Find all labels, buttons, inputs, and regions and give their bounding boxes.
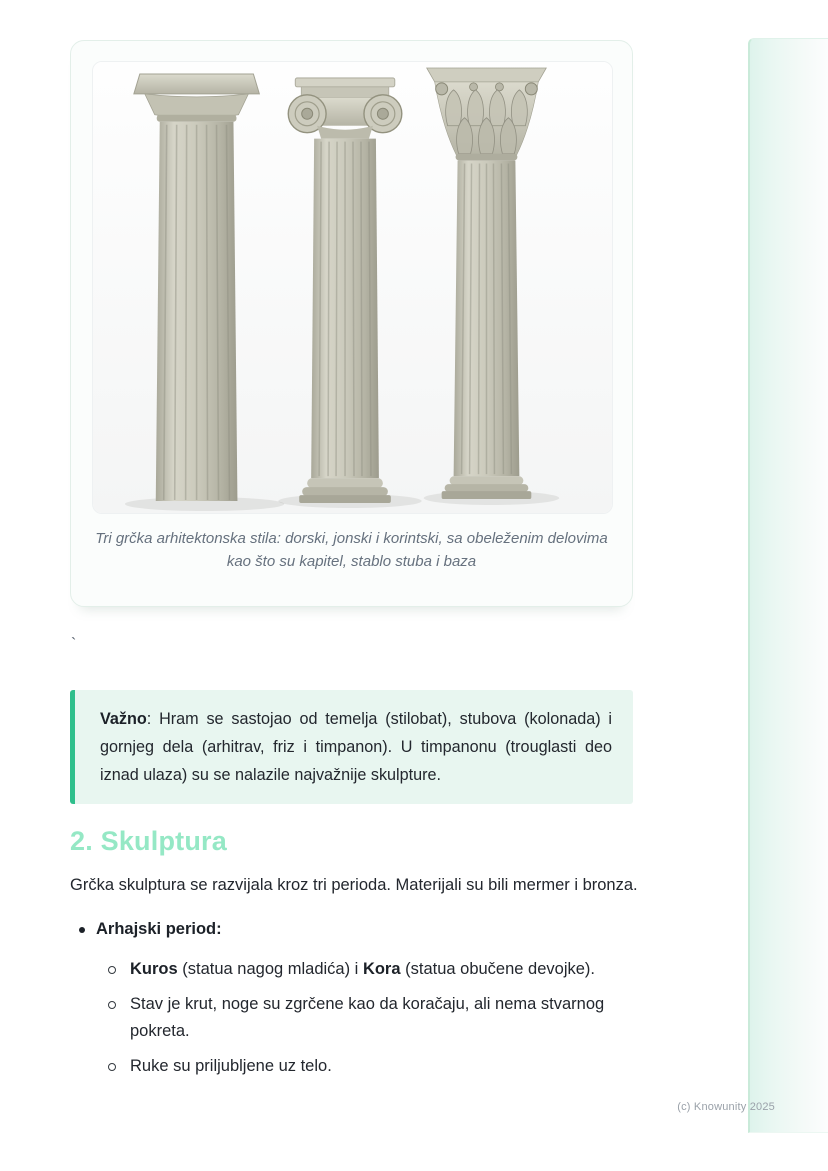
callout-label: Važno [100,710,147,728]
section-intro-paragraph: Grčka skulptura se razvijala kroz tri perioda. Materijali su bili mermer i bronza. [70,876,638,894]
bullet-list [70,916,670,1088]
kora-term: Kora [362,960,401,978]
list-item-label: Arhajski period: [96,920,222,938]
sub-item-text-run: (statua obučene devojke). [400,960,595,978]
kuros-term: Kuros [130,960,178,978]
sub-list-item [70,1053,670,1080]
sub-list-item [70,991,670,1045]
figure-card [70,40,633,607]
next-page-edge-stripe [748,38,828,1133]
figure-caption: Tri grčka arhitektonska stila: dorski, jonski i korintski, sa obeleženim delovima kao što su kapitel, stablo stuba i baza [95,530,608,570]
callout-body: : Hram se sastojao od temelja (stilobat), stubova (kolonada) i gornjeg dela (arhitrav, friz i timpanon). U timpanonu (trouglasti deo iznad ulaza) su se nalazile najvažnije skulpture. [100,710,612,784]
sub-list [70,956,670,1080]
section-heading: 2. Skulptura [70,826,227,856]
disc-bullet-icon [79,927,85,933]
important-callout [70,690,633,804]
sub-item-text-run: (statua nagog mladića) i [177,960,363,978]
circle-bullet-icon [108,966,116,974]
list-item-archaic-period [70,916,670,943]
sub-item-text [130,956,635,983]
stray-backtick-text: ` [71,636,77,653]
sub-item-text: Stav je krut, noge su zgrčene kao da koračaju, ali nema stvarnog pokreta. [130,995,605,1040]
circle-bullet-icon [108,1063,116,1071]
callout-text [100,705,612,789]
sub-item-text: Ruke su priljubljene uz telo. [130,1057,332,1075]
columns-image [92,61,613,514]
greek-columns-illustration [93,62,612,513]
circle-bullet-icon [108,1001,116,1009]
copyright-footer: (c) Knowunity 2025 [677,1101,775,1113]
sub-list-item [70,956,670,983]
